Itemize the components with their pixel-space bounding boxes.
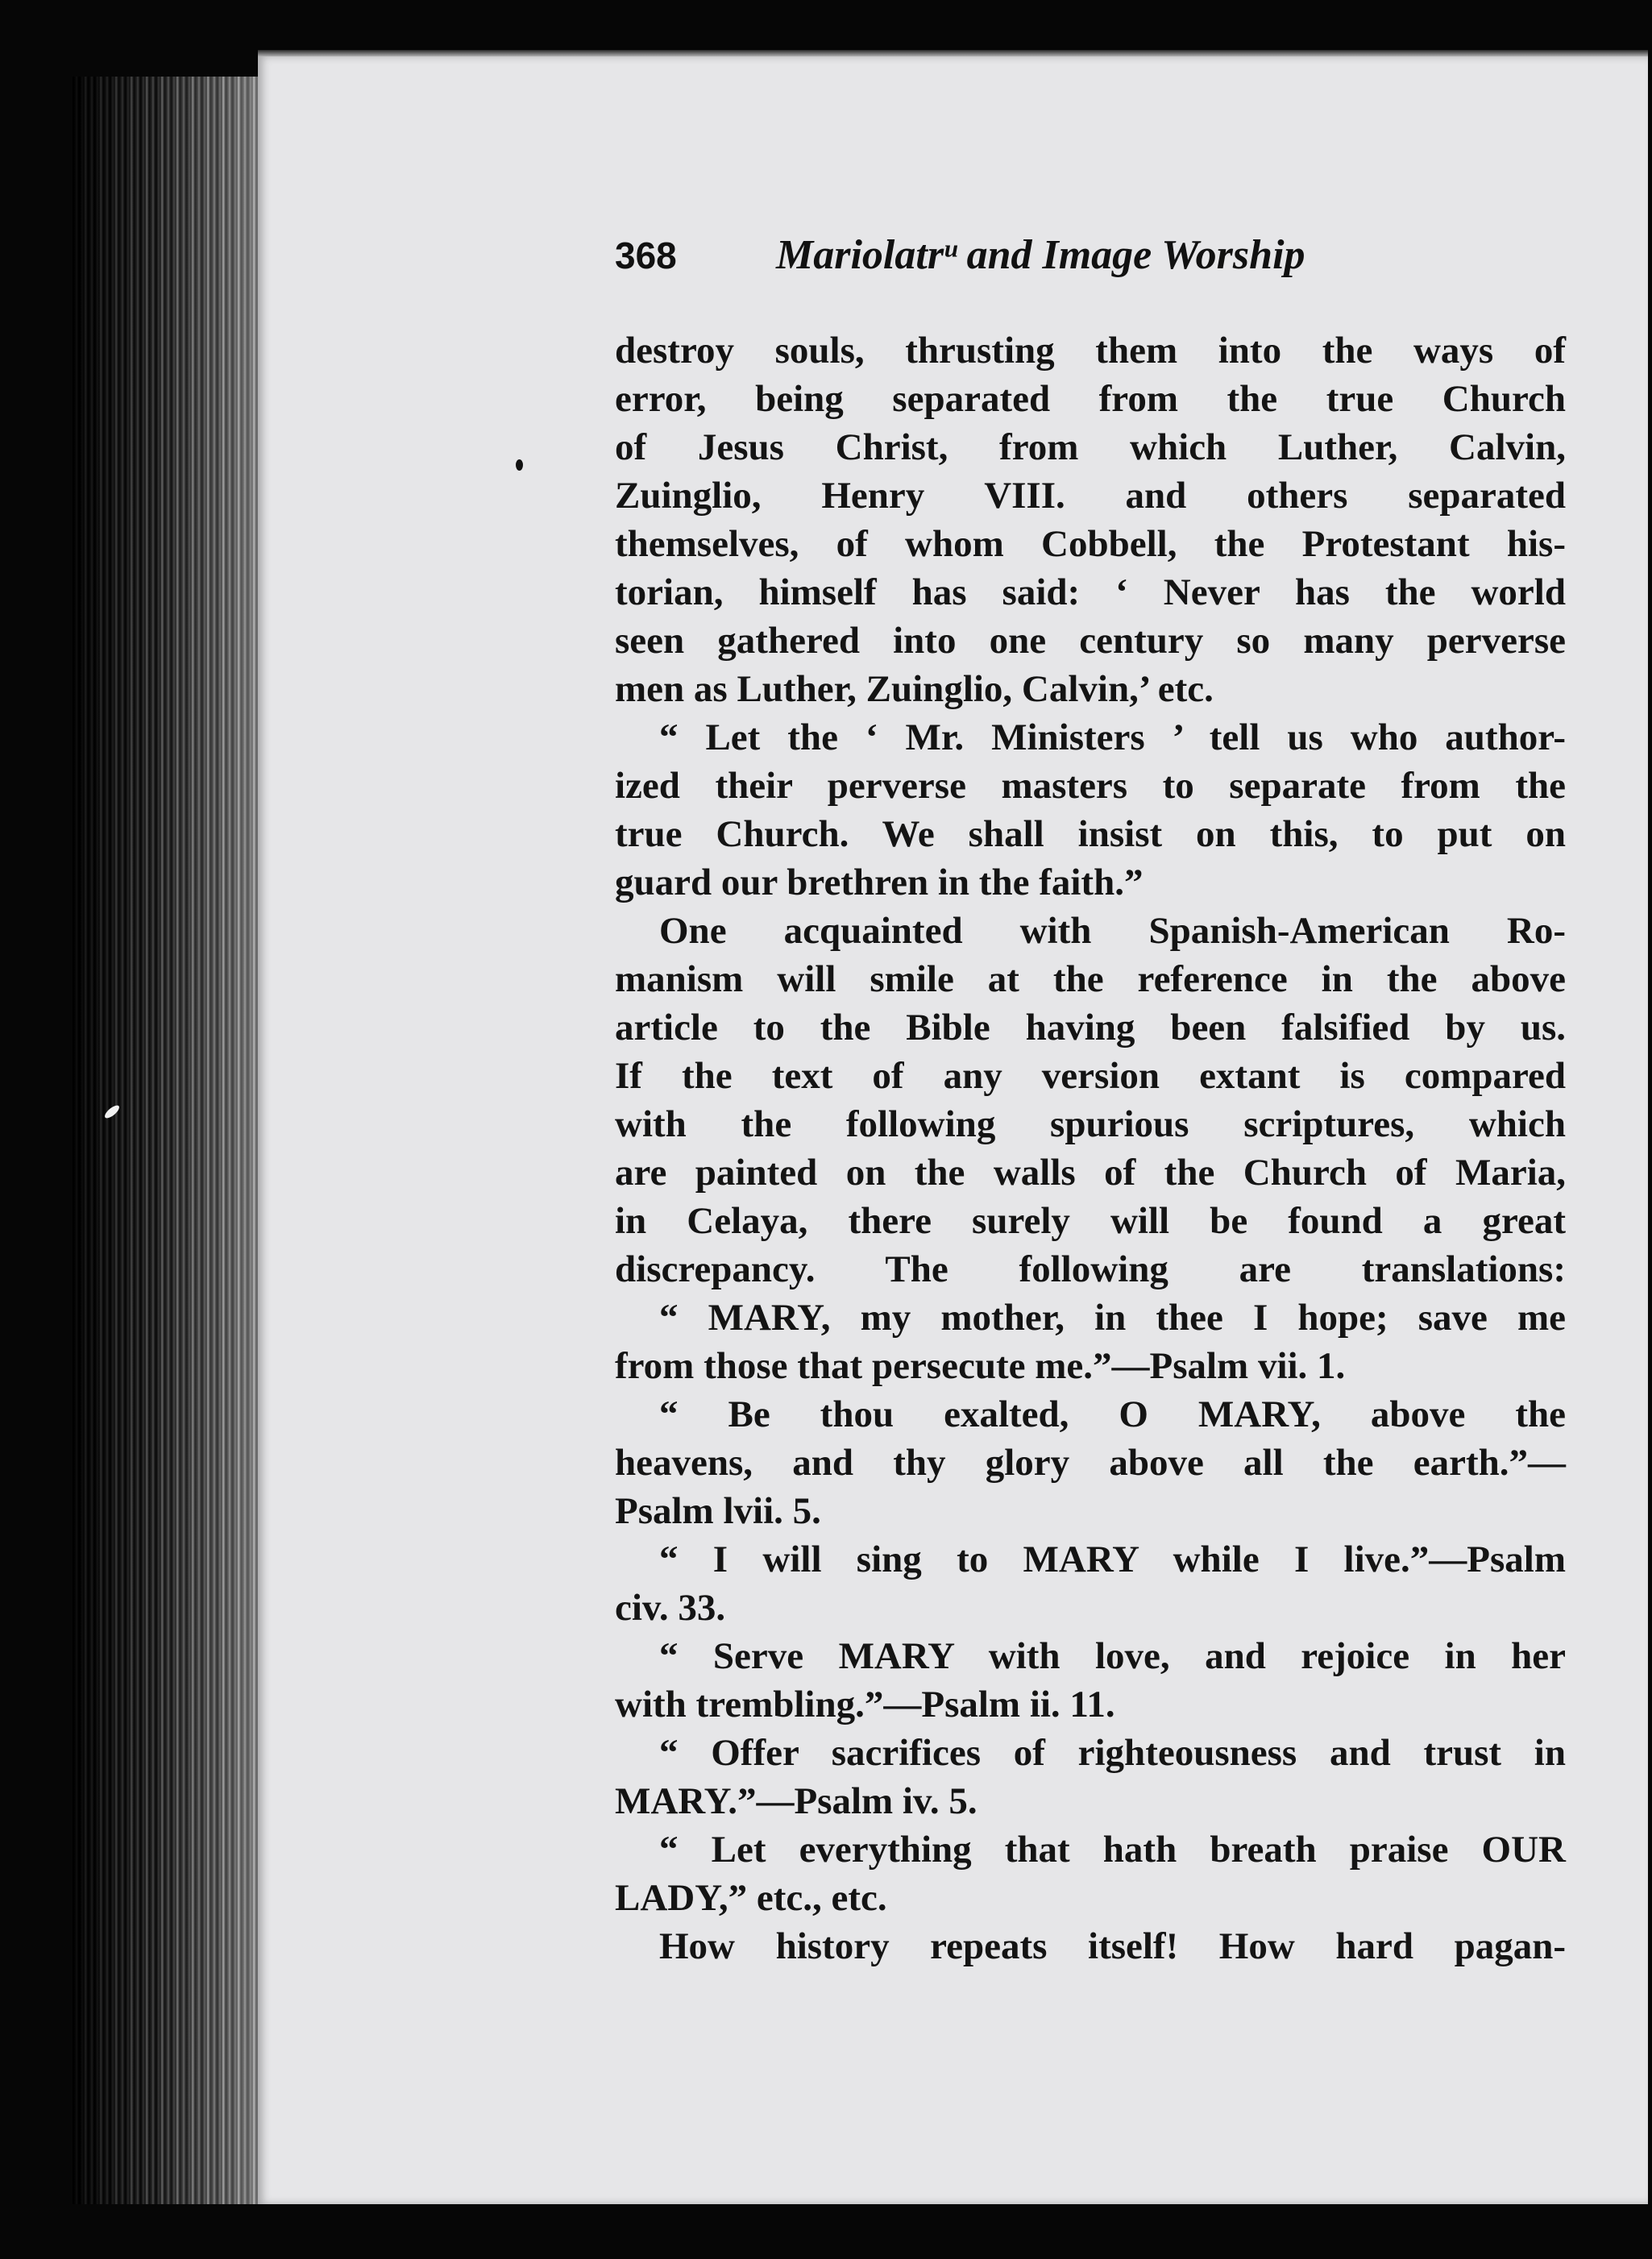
text-line: Psalm lvii. 5. xyxy=(615,1490,821,1532)
page-number: 368 xyxy=(615,235,677,276)
text-line: torian, himself has said: ‘ Never has the world xyxy=(615,571,1566,613)
text-line: “ MARY, my mother, in thee I hope; save me xyxy=(659,1297,1566,1339)
text-line: “ Let the ‘ Mr. Ministers ’ tell us who author- xyxy=(659,716,1566,758)
text-line: “ Serve MARY with love, and rejoice in her xyxy=(659,1635,1566,1677)
text-line: destroy souls, thrusting them into the ways of xyxy=(615,330,1566,372)
running-title: Mariolatrᵘ and Image Worship xyxy=(776,232,1305,278)
text-line: guard our brethren in the faith.” xyxy=(615,862,1144,903)
running-head xyxy=(615,227,1566,284)
text-line: LADY,” etc., etc. xyxy=(615,1877,887,1919)
text-line: civ. 33. xyxy=(615,1587,726,1629)
text-line: How history repeats itself! How hard pagan- xyxy=(659,1925,1566,1967)
text-line: are painted on the walls of the Church of Maria, xyxy=(615,1152,1566,1194)
text-line: ized their perverse masters to separate from the xyxy=(615,765,1566,807)
text-line: heavens, and thy glory above all the earth.”— xyxy=(615,1442,1566,1484)
dust-speck xyxy=(516,459,523,471)
text-line: in Celaya, there surely will be found a great xyxy=(615,1200,1566,1242)
text-line: MARY.”—Psalm iv. 5. xyxy=(615,1780,978,1822)
text-line: men as Luther, Zuinglio, Calvin,’ etc. xyxy=(615,668,1214,710)
text-line: from those that persecute me.”—Psalm vii. 1. xyxy=(615,1345,1346,1387)
text-line: with the following spurious scriptures, which xyxy=(615,1103,1566,1145)
text-line: of Jesus Christ, from which Luther, Calvin, xyxy=(615,426,1566,468)
text-line: One acquainted with Spanish-American Ro- xyxy=(659,910,1566,952)
text-line: with trembling.”—Psalm ii. 11. xyxy=(615,1684,1115,1725)
body-text xyxy=(615,326,1566,1970)
text-line: “ Let everything that hath breath praise OUR xyxy=(659,1829,1566,1871)
text-line: seen gathered into one century so many perverse xyxy=(615,620,1566,662)
text-line: themselves, of whom Cobbell, the Protestant his- xyxy=(615,523,1566,565)
text-line: article to the Bible having been falsified by us. xyxy=(615,1007,1566,1049)
page-stack-edge xyxy=(73,77,262,2204)
text-line: “ I will sing to MARY while I live.”—Psalm xyxy=(659,1539,1566,1580)
text-line: “ Be thou exalted, O MARY, above the xyxy=(659,1393,1566,1435)
text-line: manism will smile at the reference in the above xyxy=(615,958,1566,1000)
text-line: Zuinglio, Henry VIII. and others separated xyxy=(615,475,1566,517)
text-line: true Church. We shall insist on this, to put on xyxy=(615,813,1566,855)
text-line: error, being separated from the true Church xyxy=(615,378,1566,420)
text-line: discrepancy. The following are translations: xyxy=(615,1248,1566,1290)
text-line: “ Offer sacrifices of righteousness and trust in xyxy=(659,1732,1566,1774)
text-line: If the text of any version extant is compared xyxy=(615,1055,1566,1097)
